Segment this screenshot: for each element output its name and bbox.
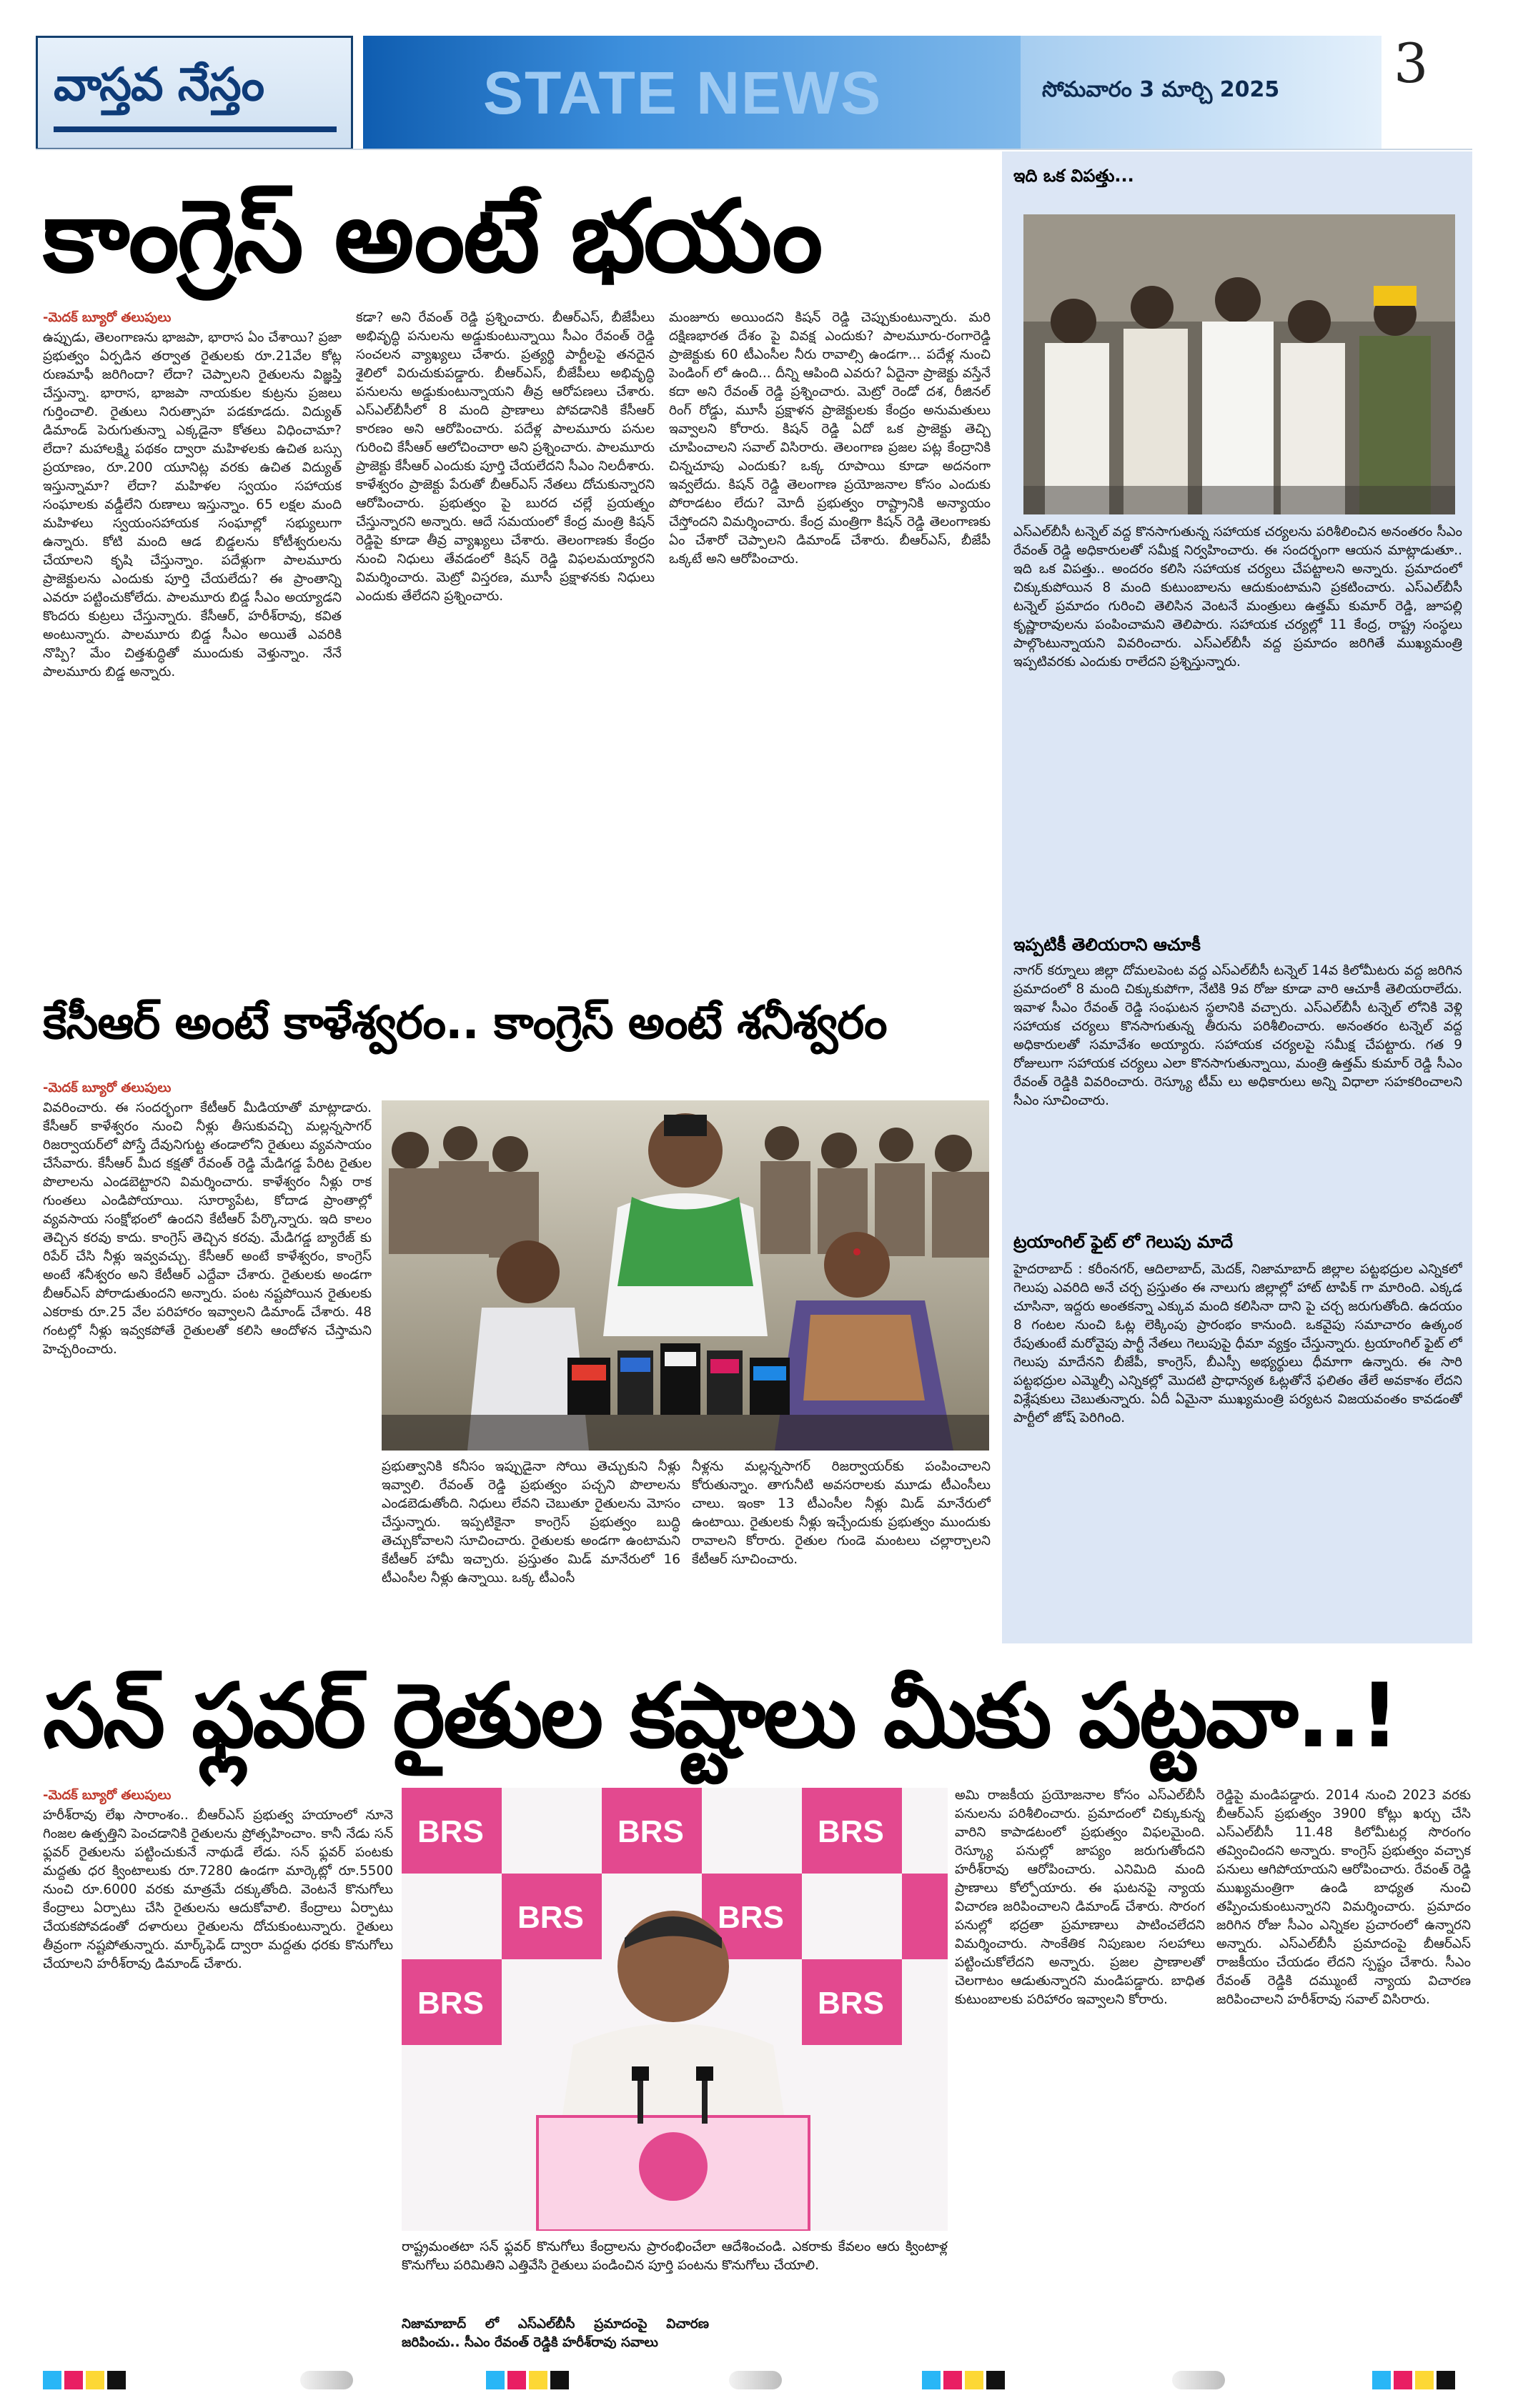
story1-paragraph-2: కడా? అని రేవంత్ రెడ్డి ప్రశ్నించారు. బీఆర్ఎస్, బీజేపీలు అభివృద్ధి పనులను అడ్డుకుంటున్నాయి సీఎం రేవంత్ రెడ్డి సంచలన వ్యాఖ్యలు చేశారు. ప్రత్యర్థి పార్టీలపై తనదైన శైలిలో విరుచుకుపడ్డారు. బీఆర్ఎస్, బీజేపీలు అభివృద్ధి పనులను అడ్డుకుంటున్నాయని తీవ్ర ఆరోపణలు చేశారు. ఎస్ఎల్‌బీసీలో 8 మంది ప్రాణాలు పోవడానికి కేసీఆర్ కారణం అని ఆరోపించారు. పదేళ్ల పాలమూరు పనుల గురించి కేసీఆర్ ఆలోచించారా అని ప్రశ్నించారు. పాలమూరు ప్రాజెక్టు కేసీఆర్ ఎందుకు పూర్తి చేయలేదని సీఎం నిలదీశారు. కాళేశ్వరం ప్రాజెక్టు పేరుతో బీఆర్ఎస్ నేతలు దోచుకున్నారని ఆరోపించారు. ప్రభుత్వం పై బురద చల్లే ప్రయత్నం చేస్తున్నారని అన్నారు. ఆదే సమయంలో కేంద్ర మంత్రి కిషన్ రెడ్డిపై కూడా తీవ్ర వ్యాఖ్యలు చేశారు. తెలంగాణకు కేంద్రం నుంచి నిధులు తేవడంలో కిషన్ రెడ్డి విఫలమయ్యారని విమర్శించారు. మెట్రో విస్తరణ, మూసీ ప్రక్షాళనకు నిధులు ఎందుకు తేలేదని ప్రశ్నించారు. [356,310,655,604]
slbc-tunnel-photo-graphic [1023,214,1455,514]
ktr-press-photo [382,1100,989,1451]
sidebar-label: ఇది ఒక విపత్తు... [1013,166,1134,186]
ktr-press-photo-graphic [382,1100,989,1451]
story1-column-1 [43,309,342,973]
story1-byline: -మెదక్ బ్యూరో తలుపులు [43,310,172,325]
registration-pill [729,2371,782,2389]
svg-text:BRS: BRS [818,1814,884,1849]
svg-text:BRS: BRS [718,1900,784,1935]
story1-headline: కాంగ్రెస్ అంటే భయం [43,179,821,295]
color-registration-mark [486,2371,569,2389]
svg-text:BRS: BRS [417,1986,484,2021]
sidebar-subhead-1: ఇప్పటికీ తెలియరాని ఆచూకీ [1013,935,1201,955]
story3-caption-bold: నిజామాబాద్ లో ఎస్ఎల్‌బీసీ ప్రమాదంపై విచారణ జరిపించు.. సీఎం రేవంత్ రెడ్డికి హరీశ్‌రావు సవాలు [402,2317,709,2350]
story3-column-3 [1216,1786,1471,2344]
svg-text:BRS: BRS [417,1814,484,1849]
section-band [363,36,1021,150]
harish-rao-press-photo-graphic [402,1788,948,2231]
registration-pill [1172,2371,1225,2389]
slbc-tunnel-photo [1023,214,1455,514]
story3-column-1 [43,1786,393,2344]
svg-text:BRS: BRS [818,1986,884,2021]
page-number: 3 [1394,31,1429,95]
story2-column-2 [382,1458,680,1636]
story2-column-1 [43,1079,372,1636]
harish-rao-press-photo [402,1788,948,2231]
svg-text:BRS: BRS [617,1814,684,1849]
story1-column-3 [669,309,991,973]
story3-column-2 [955,1786,1205,2344]
sidebar-paragraph-2: హైదరాబాద్ : కరీంనగర్, ఆదిలాబాద్, మెదక్, నిజామాబాద్ జిల్లాల పట్టభద్రుల ఎన్నికలో గెలుపు ఎవరిది అనే చర్చ ప్రస్తుతం ఈ నాలుగు జిల్లాల్లో హాట్ టాపిక్ గా మారింది. ఎక్కడ చూసినా, ఇద్దరు అంతకన్నా ఎక్కువ మంది కలిసినా దాని పై చర్చ జరుగుతోంది. ఉదయం 8 గంటల నుంచి ఓట్ల లెక్కింపు ప్రారంభం కానుంది. ఒకవైపు సమాచారం ఉత్కంఠ రేపుతుంటే మరోవైపు పార్టీ నేతలు గెలుపుపై ధీమా వ్యక్తం చేస్తున్నారు. ట్రయాంగిల్ ఫైట్ లో గెలుపు మాదేనని బీజేపీ, కాంగ్రెస్, బీఎస్పీ అభ్యర్థులు ధీమాగా ఉన్నారు. ఈ సారి పట్టభద్రుల ఎమ్మెల్సీ ఎన్నికల్లో మొదటి ప్రాధాన్యత ఓట్లతోనే ఫలితం తేలే అవకాశం లేదని విశ్లేషకులు చెబుతున్నారు. ఏదీ ఏమైనా ముఖ్యమంత్రి పర్యటన విజయవంతం కావడంతో పార్టీలో జోష్ పెరిగింది. [1013,1262,1462,1426]
story3-paragraph-2: అమి రాజకీయ ప్రయోజనాల కోసం ఎస్ఎల్‌బీసీ పనులను పరిశీలించారు. ప్రమాదంలో చిక్కుకున్న వారిని కాపాడటంలో ప్రభుత్వం విఫలమైంది. రెస్క్యూ పనుల్లో జాప్యం జరుగుతోందని హరీశ్‌రావు ఆరోపించారు. ఎనిమిది మంది ప్రాణాలు కోల్పోయారు. ఈ ఘటనపై న్యాయ విచారణ జరిపించాలని డిమాండ్ చేశారు. సొరంగ పనుల్లో భద్రతా ప్రమాణాలు పాటించలేదని విమర్శించారు. సాంకేతిక నిపుణుల సలహాలు పట్టించుకోలేదని అన్నారు. ప్రజల ప్రాణాలతో చెలగాటం ఆడుతున్నారని మండిపడ్డారు. బాధిత కుటుంబాలకు పరిహారం ఇవ్వాలని కోరారు. [955,1788,1205,2007]
masthead-divider [36,149,1472,150]
sidebar-paragraph-1: నాగర్ కర్నూలు జిల్లా దోమలపెంట వద్ద ఎస్ఎల్‌బీసీ టన్నెల్ 14వ కిలోమీటరు వద్ద జరిగిన ప్రమాదంలో 8 మంది చిక్కుకుపోగా, నేటికి 9వ రోజు కూడా వారి ఆచూకీ తెలియరాలేదు. ఇవాళ సీఎం రేవంత్ రెడ్డి సంఘటన స్థలానికి వచ్చారు. ఎస్ఎల్‌బీసీ టన్నెల్ లోనికి వెళ్లి సహాయక చర్యలు కొనసాగుతున్న తీరును పరిశీలించారు. అనంతరం టన్నెల్ వద్ద అధికారులతో సమావేశం అయ్యారు. సహాయక చర్యలపై సమీక్ష చేపట్టారు. గత 9 రోజులుగా సహాయక చర్యలు ఎలా కొనసాగుతున్నాయి, మంత్రి ఉత్తమ్ కుమార్ రెడ్డి సీఎం రేవంత్ రెడ్డికి వివరించారు. రెస్క్యూ టీమ్ లు అధికారులు అన్ని విధాలా సహకరించాలని సీఎం సూచించారు. [1013,963,1462,1108]
section-title: STATE NEWS [483,59,883,126]
sidebar-subhead-2: ట్రయాంగిల్ ఫైట్ లో గెలుపు మాదే [1013,1232,1234,1252]
story3-column-2-tail [715,2315,948,2358]
story3-photo-caption [402,2238,948,2312]
story3-headline: సన్ ఫ్లవర్ రైతుల కష్టాలు మీకు పట్టవా..! [43,1665,1398,1768]
story2-paragraph-2: ప్రభుత్వానికి కనీసం ఇప్పుడైనా సోయి తెచ్చుకుని నీళ్లు ఇవ్వాలి. రేవంత్ రెడ్డి ప్రభుత్వం పచ్చని పొలాలను ఎండబెడుతోంది. నిధులు లేవని చెబుతూ రైతులను మోసం చేస్తున్నారు. ఇప్పటికైనా కాంగ్రెస్ ప్రభుత్వం బుద్ధి తెచ్చుకోవాలని సూచించారు. రైతులకు అండగా ఉంటామని కేటీఆర్ హామీ ఇచ్చారు. ప్రస్తుతం మిడ్ మానేరులో 16 టీఎంసీల నీళ్లు ఉన్నాయి. ఒక్క టీఎంసీ [382,1459,680,1586]
logo-underline [54,126,337,132]
story2-paragraph-3: నీళ్లను మల్లన్నసాగర్ రిజర్వాయర్‌కు పంపించాలని కోరుతున్నాం. తాగునీటి అవసరాలకు మూడు టీఎంసీలు చాలు. ఇంకా 13 టీఎంసీల నీళ్లు మిడ్ మానేరులో ఉంటాయి. రైతులకు నీళ్లు ఇచ్చేందుకు ప్రభుత్వం ముందుకు రావాలని కోరారు. రైతుల గుండె మంటలు చల్లార్చాలని కేటీఆర్ సూచించారు. [692,1459,991,1567]
story2-paragraph-1: వివరించారు. ఈ సందర్భంగా కేటీఆర్ మీడియాతో మాట్లాడారు. కేసీఆర్ కాళేశ్వరం నుంచి నీళ్లు తీసుకువచ్చి మల్లన్నసాగర్ రిజర్వాయర్‌లో పోస్తే దేవునిగుట్ట తండాలోని రైతులు వ్యవసాయం చేసేవారు. కేసీఆర్ మీద కక్షతో రేవంత్ రెడ్డి మేడిగడ్డ పేరిట రైతుల పొలాలను ఎండబెట్టారని విమర్శించారు. కాళేశ్వరం నీళ్లు రాక గుంతలు ఎండిపోయాయి. సూర్యాపేట, కోదాడ ప్రాంతాల్లో వ్యవసాయ సంక్షోభంలో ఉందని కేటీఆర్ పేర్కొన్నారు. ఇది కాలం తెచ్చిన కరవు కాదు. కాంగ్రెస్ తెచ్చిన కరవు. మేడిగడ్డ బ్యారేజ్ కు రిపేర్ చేసి నీళ్లు ఇవ్వవచ్చు. కేసీఆర్ అంటే కాళేశ్వరం, కాంగ్రెస్ అంటే శనీశ్వరం అని కేటీఆర్ ఎద్దేవా చేశారు. రైతులకు అండగా బీఆర్ఎస్ పోరాడుతుందని అన్నారు. పంట నష్టపోయిన రైతులకు ఎకరాకు రూ.25 వేల పరిహారం ఇవ్వాలని డిమాండ్ చేశారు. 48 గంటల్లో నీళ్లు ఇవ్వకపోతే రైతులతో కలిసి ఆందోళన చేస్తామని హెచ్చరించారు. [43,1100,372,1357]
registration-pill [300,2371,353,2389]
color-registration-mark [1372,2371,1455,2389]
story1-paragraph-1: ఉప్పుడు, తెలంగాణను భాజపా, భారాస ఏం చేశాయి? ప్రజా ప్రభుత్వం ఏర్పడిన తర్వాత రైతులకు రూ.21వేల కోట్ల రుణమాఫీ జరిగిందా? లేదా? చెప్పాలని రైతులను విజ్ఞప్తి చేస్తున్నా. భారాస, భాజపా నాయకుల కుట్రను ప్రజలు గుర్తించాలి. రైతులు నిరుత్సాహ పడకూడదు. విద్యుత్ డిమాండ్ పెరుగుతున్నా ఎక్కడైనా కోతలు విధించామా? లేదా? మహాలక్ష్మి పథకం ద్వారా మహిళలకు ఉచిత బస్సు ప్రయాణం, రూ.200 యూనిట్ల వరకు ఉచిత విద్యుత్ ఇస్తున్నామా? లేదా? మహిళల స్వయం సహాయక సంఘాలకు వడ్డీలేని రుణాలు ఇస్తున్నాం. 65 లక్షల మంది మహిళలు స్వయంసహాయక సంఘాల్లో సభ్యులుగా ఉన్నారు. కోటి మంది ఆడ బిడ్డలను కోటీశ్వరులను చేయాలని కృషి చేస్తున్నాం. పదేళ్లుగా పాలమూరు ప్రాజెక్టులను ఎందుకు పూర్తి చేయలేదు? ఈ ప్రాంతాన్ని ఎవరూ పట్టించుకోలేదు. పాలమూరు బిడ్డ సీఎం అయ్యాడని కొందరు కుట్రలు చేస్తున్నారు. కేసీఆర్, హరీశ్‌రావు, కవిత అంటున్నారు. పాలమూరు బిడ్డ సీఎం అయితే ఎవరికి నొప్పి? మేం చిత్తశుద్ధితో ముందుకు వెళ్తున్నాం. నేనే పాలమూరు బిడ్డ అన్నారు. [43,330,342,680]
color-registration-mark [43,2371,126,2389]
story1-column-2 [356,309,655,973]
story2-byline: -మెదక్ బ్యూరో తలుపులు [43,1080,172,1095]
story3-byline: -మెదక్ బ్యూరో తలుపులు [43,1788,172,1803]
logo-text: వాస్తవ నేస్తం [54,58,264,111]
story3-paragraph-3: రెడ్డిపై మండిపడ్డారు. 2014 నుంచి 2023 వరకు బీఆర్ఎస్ ప్రభుత్వం 3900 కోట్లు ఖర్చు చేసి ఎస్ఎల్‌బీసీ 11.48 కిలోమీటర్ల సొరంగం తవ్వించిందని అన్నారు. కాంగ్రెస్ ప్రభుత్వం వచ్చాక పనులు ఆగిపోయాయని ఆరోపించారు. రేవంత్ రెడ్డి ముఖ్యమంత్రిగా ఉండి బాధ్యత నుంచి తప్పించుకుంటున్నారని విమర్శించారు. ప్రమాదం జరిగిన రోజు సీఎం ఎన్నికల ప్రచారంలో ఉన్నారని అన్నారు. ఎస్ఎల్‌బీసీ ప్రమాదంపై బీఆర్ఎస్ రాజకీయం చేయడం లేదని స్పష్టం చేశారు. సీఎం రేవంత్ రెడ్డికి దమ్ముంటే న్యాయ విచారణ జరిపించాలని హరీశ్‌రావు సవాల్ విసిరారు. [1216,1788,1471,2007]
story2-headline: కేసీఆర్ అంటే కాళేశ్వరం.. కాంగ్రెస్ అంటే శనీశ్వరం [43,997,887,1050]
svg-text:BRS: BRS [517,1900,584,1935]
date-band [1021,36,1381,150]
story1-paragraph-3: మంజూరు అయిందని కిషన్ రెడ్డి చెప్పుకుంటున్నారు. మరి దక్షిణభారత దేశం పై వివక్ష ఎందుకు? పాలమూరు-రంగారెడ్డి ప్రాజెక్టుకు 60 టీఎంసీల నీరు రావాల్సి ఉండగా... పదేళ్ల నుంచి పెండింగ్ లో ఉంది... దీన్ని ఆపింది ఎవరు? ఏదైనా ప్రాజెక్టు వస్తేనే కదా అని రేవంత్ రెడ్డి ప్రశ్నించారు. మెట్రో రెండో దశ, రీజినల్ రింగ్ రోడ్డు, మూసీ ప్రక్షాళన ప్రాజెక్టులకు కేంద్రం అనుమతులు ఇవ్వాలని కోరారు. కిషన్ రెడ్డి ఏదో ఒక ప్రాజెక్టు తెచ్చి చూపించాలని సవాల్ విసిరారు. తెలంగాణ ప్రజల పట్ల కేంద్రానికి చిన్నచూపు ఎందుకు? ఒక్క రూపాయి కూడా అదనంగా ఇవ్వలేదు. కిషన్ రెడ్డి తెలంగాణ ప్రయోజనాల కోసం ఎందుకు పోరాడటం లేదు? మోదీ ప్రభుత్వం రాష్ట్రానికి అన్యాయం చేస్తోందని విమర్శించారు. కేంద్ర మంత్రిగా కిషన్ రెడ్డి తెలంగాణకు ఏం చేశారో చెప్పాలని డిమాండ్ చేశారు. బీఆర్ఎస్, బీజేపీ ఒక్కటే అని ఆరోపించారు. [669,310,991,567]
sidebar-caption: ఎస్ఎల్‌బీసీ టన్నెల్ వద్ద కొనసాగుతున్న సహాయక చర్యలను పరిశీలించిన అనంతరం సీఎం రేవంత్ రెడ్డి అధికారులతో సమీక్ష నిర్వహించారు. ఈ సందర్భంగా ఆయన మాట్లాడుతూ.. ఇది ఒక విపత్తు.. అందరం కలిసి సహాయక చర్యలు చేపట్టాలని అన్నారు. ప్రమాదంలో చిక్కుకుపోయిన 8 మంది కుటుంబాలను ఆదుకుంటామని ప్రకటించారు. ఎస్ఎల్‌బీసీ టన్నెల్ ప్రమాదం గురించి తెలిసిన వెంటనే మంత్రులు ఉత్తమ్ కుమార్ రెడ్డి, జూపల్లి కృష్ణారావులను పంపించామని తెలిపారు. సహాయక చర్యల్లో 11 కేంద్ర, రాష్ట్ర సంస్థలు పాల్గొంటున్నాయని వివరించారు. ఎస్ఎల్‌బీసీ వద్ద ప్రమాదం జరిగితే ముఖ్యమంత్రి ఇప్పటివరకు ఎందుకు రాలేదని ప్రశ్నిస్తున్నారు. [1013,524,1462,670]
story3-paragraph-1: హరీశ్‌రావు లేఖ సారాంశం.. బీఆర్ఎస్ ప్రభుత్వ హయాంలో నూనె గింజల ఉత్పత్తిని పెంచడానికి రైతులను ప్రోత్సహించాం. కానీ నేడు సన్ ఫ్లవర్ రైతులను పట్టించుకునే నాథుడే లేడు. సన్ ఫ్లవర్ పంటకు మద్దతు ధర క్వింటాలుకు రూ.7280 ఉండగా మార్కెట్లో రూ.5500 నుంచి రూ.6000 వరకు మాత్రమే దక్కుతోంది. వెంటనే కొనుగోలు కేంద్రాలు ఏర్పాటు చేసి రైతులను ఆదుకోవాలి. కేంద్రాలు ఏర్పాటు చేయకపోవడంతో దళారులు రైతులను దోచుకుంటున్నారు. రైతులు తీవ్రంగా నష్టపోతున్నారు. మార్క్‌ఫెడ్ ద్వారా మద్దతు ధరకు కొనుగోలు చేయాలని హరీశ్‌రావు డిమాండ్ చేశారు. [43,1808,393,1971]
color-registration-mark [922,2371,1005,2389]
story2-column-3 [692,1458,991,1636]
masthead [36,31,1472,150]
story3-caption-text: రాష్ట్రమంతటా సన్ ఫ్లవర్ కొనుగోలు కేంద్రాలను ప్రారంభించేలా ఆదేశించండి. ఎకరాకు కేవలం ఆరు క్వింటాళ్ల కొనుగోలు పరిమితిని ఎత్తివేసి రైతులు పండించిన పూర్తి పంటను కొనుగోలు చేయాలి. [402,2239,948,2273]
newspaper-logo [36,36,353,150]
issue-date: సోమవారం 3 మార్చి 2025 [1042,77,1280,102]
